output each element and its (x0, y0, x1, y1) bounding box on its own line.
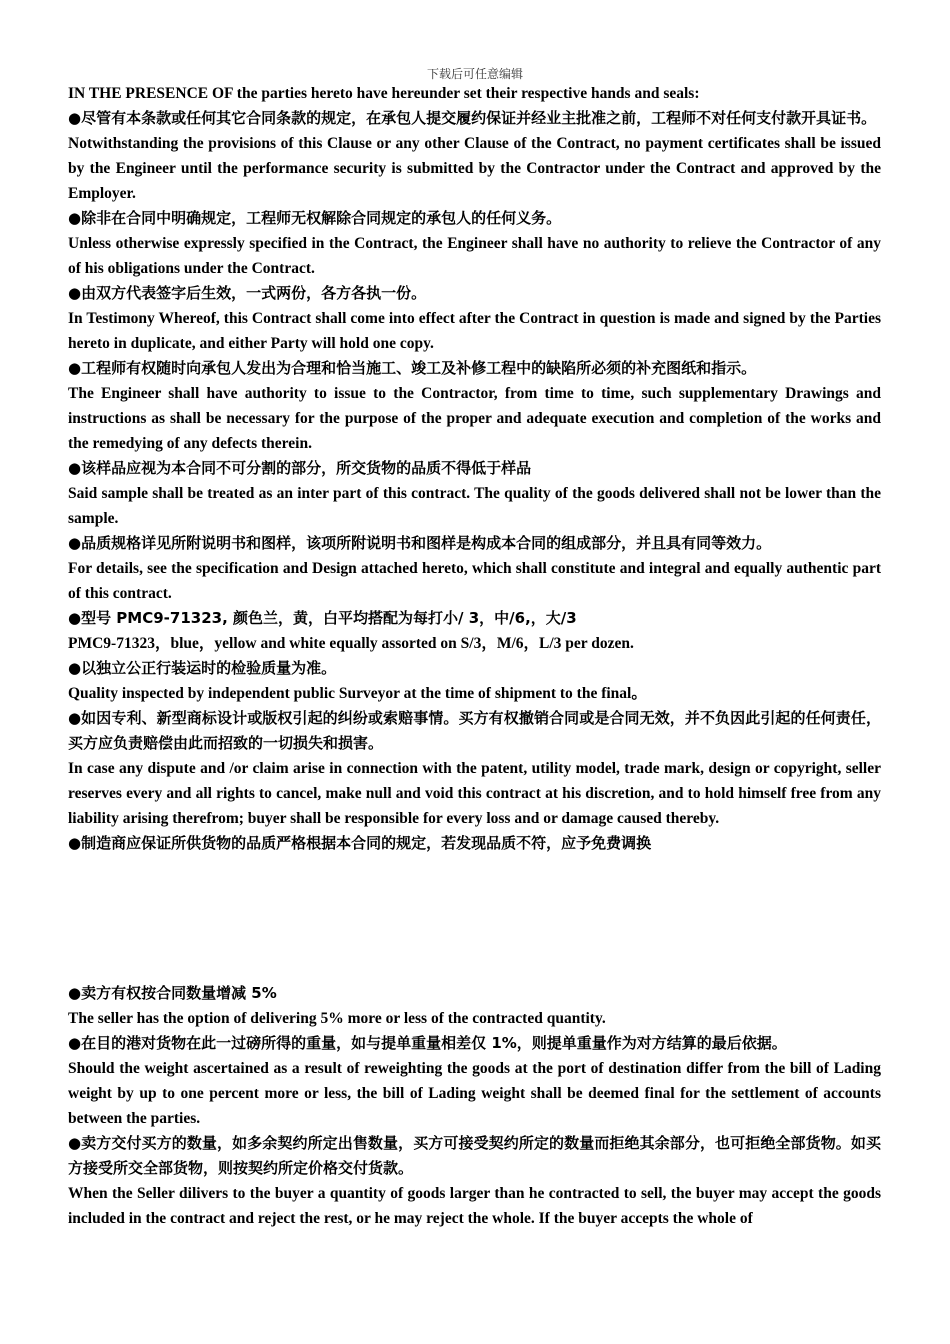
paragraph-en: When the Seller dilivers to the buyer a quantity of goods larger than he contracted to sell, the buyer may accept the goods included in the contract and reject the rest, or he may reject the whole. If the buyer accepts the whole of (68, 1185, 881, 1227)
paragraph-zh: ●除非在合同中明确规定，工程师无权解除合同规定的承包人的任何义务。 (68, 209, 562, 227)
paragraph-en: PMC9-71323，blue，yellow and white equally assorted on S/3，M/6，L/3 per dozen. (68, 635, 634, 652)
paragraph-zh: ●如因专利、新型商标设计或版权引起的纠纷或索赔事情。买方有权撤销合同或是合同无效，并不负因此引起的任何责任，买方应负责赔偿由此而招致的一切损失和损害。 (68, 709, 881, 752)
blank-gap (68, 856, 881, 981)
document-body (68, 81, 881, 1231)
paragraph-en: In case any dispute and /or claim arise in connection with the patent, utility model, trade mark, design or copyright, seller reserves every and all rights to cancel, make null and void this contract at his discretion, and to hold himself free from any liability arising therefrom; buyer shall be responsible for every loss and or damage caused thereby. (68, 760, 881, 827)
paragraph-zh: ●在目的港对货物在此一过磅所得的重量，如与提单重量相差仅 1%，则提单重量作为对方结算的最后依据。 (68, 1034, 787, 1052)
paragraph-en: Said sample shall be treated as an inter part of this contract. The quality of the goods delivered shall not be lower than the sample. (68, 485, 881, 527)
paragraph-en: The Engineer shall have authority to issue to the Contractor, from time to time, such supplementary Drawings and instructions as shall be necessary for the purpose of the proper and adequate execution and completion of the works and the remedying of any defects therein. (68, 385, 881, 452)
paragraph-en: The seller has the option of delivering 5% more or less of the contracted quantity. (68, 1010, 606, 1027)
paragraph-en: Unless otherwise expressly specified in the Contract, the Engineer shall have no authority to relieve the Contractor of any of his obligations under the Contract. (68, 235, 881, 277)
paragraph-zh: ●卖方交付买方的数量，如多余契约所定出售数量，买方可接受契约所定的数量而拒绝其余部分，也可拒绝全部货物。如买方接受所交全部货物，则按契约所定价格交付货款。 (68, 1134, 881, 1177)
paragraph-en: In Testimony Whereof, this Contract shall come into effect after the Contract in question is made and signed by the Parties hereto in duplicate, and either Party will hold one copy. (68, 310, 881, 352)
paragraph-zh: ●型号 PMC9-71323, 颜色兰，黄，白平均搭配为每打小/ 3，中/6,，大/3 (68, 609, 577, 627)
paragraph-en: Quality inspected by independent public Surveyor at the time of shipment to the final。 (68, 685, 647, 702)
paragraph-zh: ●以独立公正行装运时的检验质量为准。 (68, 659, 337, 677)
paragraph-zh: ●尽管有本条款或任何其它合同条款的规定，在承包人提交履约保证并经业主批准之前，工程师不对任何支付款开具证书。 (68, 109, 877, 127)
paragraph-en: IN THE PRESENCE OF the parties hereto have hereunder set their respective hands and seals: (68, 85, 700, 102)
paragraph-zh: ●制造商应保证所供货物的品质严格根据本合同的规定，若发现品质不符，应予免费调换 (68, 834, 652, 852)
page-header-note: 下载后可任意编辑 (426, 67, 523, 81)
paragraph-zh: ●卖方有权按合同数量增减 5% (68, 984, 277, 1002)
paragraph-zh: ●工程师有权随时向承包人发出为合理和恰当施工、竣工及补修工程中的缺陷所必须的补充图纸和指示。 (68, 359, 757, 377)
paragraph-en: Notwithstanding the provisions of this Clause or any other Clause of the Contract, no payment certificates shall be issued by the Engineer until the performance security is submitted by the Contractor under the Contract and approved by the Employer. (68, 135, 881, 202)
paragraph-en: Should the weight ascertained as a result of reweighting the goods at the port of destination differ from the bill of Lading weight by up to one percent more or less, the bill of Lading weight shall be deemed final for the settlement of accounts between the parties. (68, 1060, 881, 1127)
paragraph-zh: ●品质规格详见所附说明书和图样，该项所附说明书和图样是构成本合同的组成部分，并且具有同等效力。 (68, 534, 772, 552)
paragraph-zh: ●该样品应视为本合同不可分割的部分，所交货物的品质不得低于样品 (68, 459, 532, 477)
paragraph-en: For details, see the specification and Design attached hereto, which shall constitute and integral and equally authentic part of this contract. (68, 560, 881, 602)
paragraph-zh: ●由双方代表签字后生效，一式两份，各方各执一份。 (68, 284, 427, 302)
